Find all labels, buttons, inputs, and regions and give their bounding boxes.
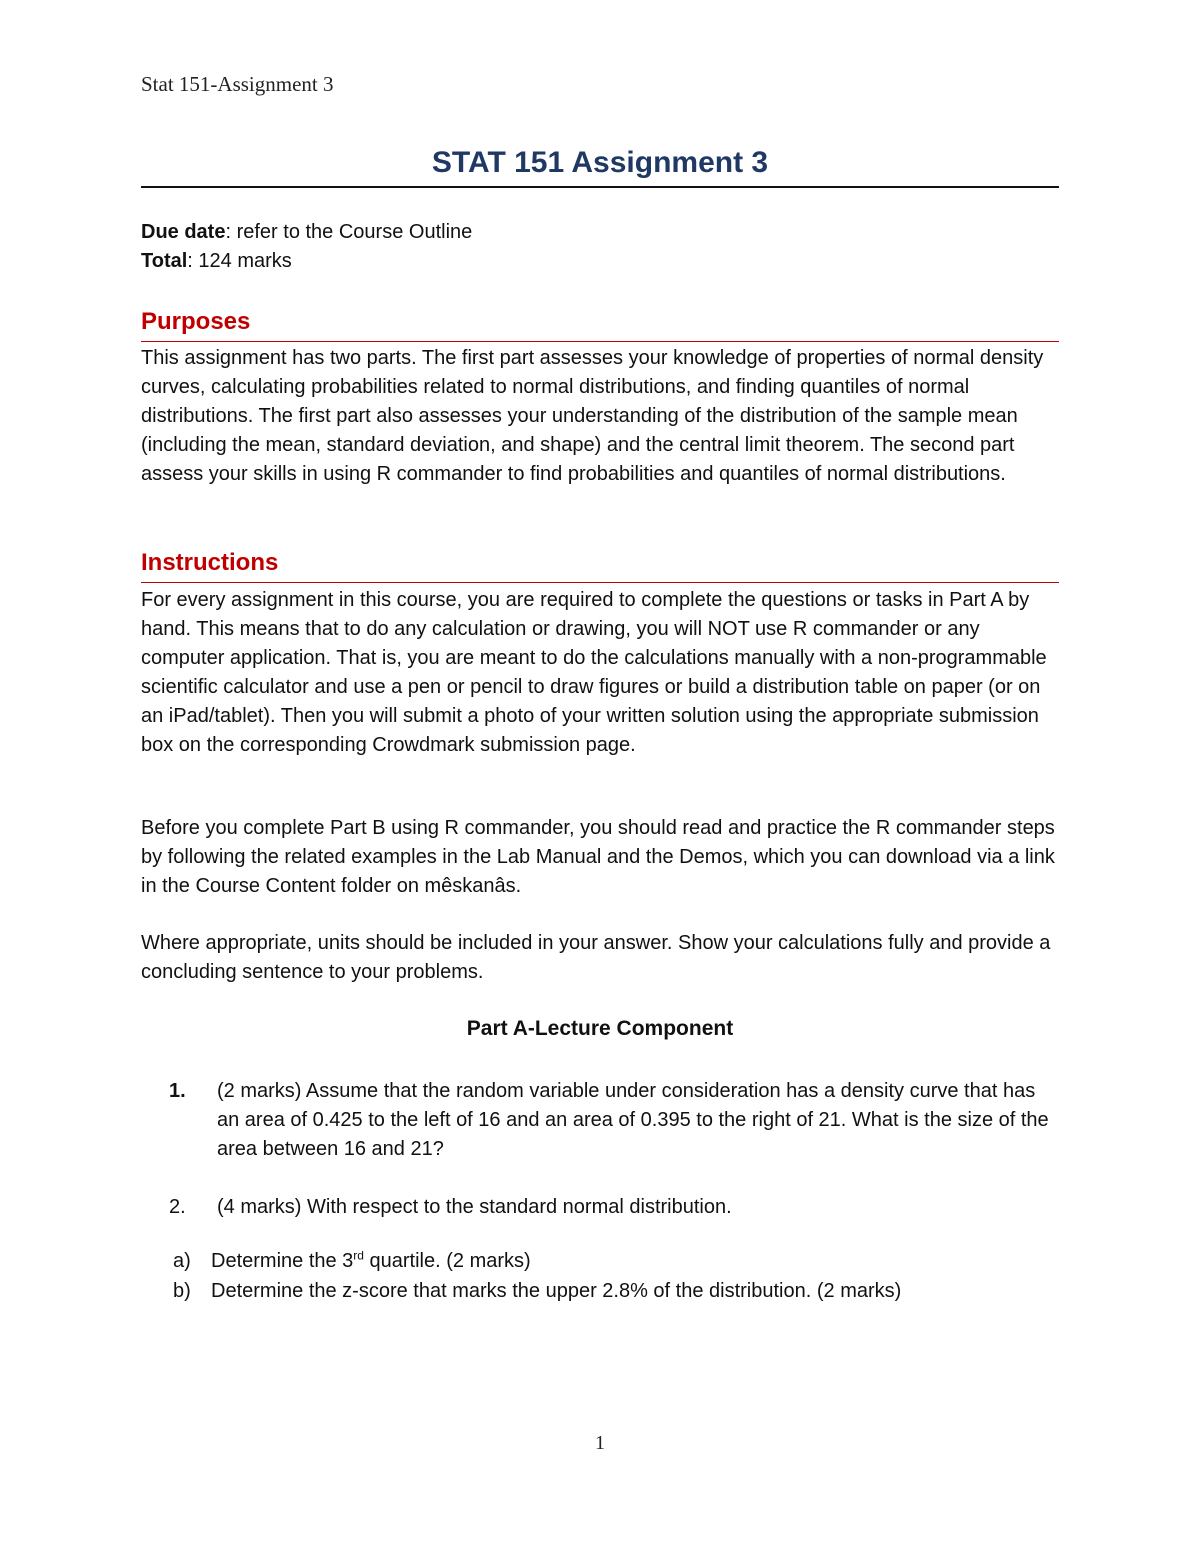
ordinal-superscript: rd	[353, 1248, 364, 1263]
question-text: (2 marks) Assume that the random variable under consideration has a density curve that has an area of 0.425 to the left of 16 and an area of 0.395 to the right of 21. What is the size of the area between 16 and 21?	[217, 1080, 1049, 1160]
subquestion-text: Determine the z-score that marks the upper 2.8% of the distribution. (2 marks)	[211, 1280, 902, 1302]
instructions-divider	[141, 582, 1059, 583]
total-label: Total	[141, 250, 188, 272]
total-line	[141, 247, 292, 276]
question-2	[141, 1193, 1059, 1222]
document-title: STAT 151 Assignment 3	[431, 146, 769, 179]
subquestion-text	[211, 1247, 1057, 1276]
purposes-heading: Purposes	[141, 308, 251, 335]
title-divider	[141, 186, 1059, 188]
due-date-line	[141, 218, 472, 247]
subquestion-a	[141, 1247, 1059, 1276]
question-number: 2.	[169, 1196, 186, 1218]
instructions-paragraph-1: For every assignment in this course, you are required to complete the questions or tasks in Part A by hand. This means that to do any calculation or drawing, you will NOT use R commander or any computer application. That is, you are meant to do the calculations manually with a non-programmable scientific calculator and use a pen or pencil to draw figures or build a distribution table on paper (or on an iPad/tablet). Then you will submit a photo of your written solution using the appropriate submission box on the corresponding Crowdmark submission page.	[141, 589, 1047, 756]
instructions-heading: Instructions	[141, 549, 279, 576]
due-date-value: : refer to the Course Outline	[225, 221, 473, 243]
question-text: (4 marks) With respect to the standard normal distribution.	[217, 1196, 732, 1218]
subquestion-label: b)	[173, 1280, 191, 1302]
subquestion-text-start: Determine the 3	[211, 1250, 354, 1272]
part-a-heading: Part A-Lecture Component	[466, 1017, 734, 1040]
question-1	[141, 1077, 1059, 1164]
purposes-divider	[141, 341, 1059, 342]
due-date-label: Due date	[141, 221, 226, 243]
page-number: 1	[595, 1432, 605, 1454]
running-header: Stat 151-Assignment 3	[141, 72, 334, 96]
subquestion-text-end: quartile. (2 marks)	[363, 1250, 531, 1272]
subquestion-b	[141, 1277, 1059, 1306]
subquestion-label: a)	[173, 1250, 191, 1272]
purposes-body: This assignment has two parts. The first part assesses your knowledge of properties of normal density curves, calculating probabilities related to normal distributions, and finding quantiles of normal distributions. The first part also assesses your understanding of the distribution of the sample mean (including the mean, standard deviation, and shape) and the central limit theorem. The second part assess your skills in using R commander to find probabilities and quantiles of normal distributions.	[141, 347, 1044, 485]
total-value: : 124 marks	[187, 250, 292, 272]
instructions-paragraph-2: Before you complete Part B using R commander, you should read and practice the R commander steps by following the related examples in the Lab Manual and the Demos, which you can download via a link in the Course Content folder on mêskanâs.	[141, 817, 1055, 897]
instructions-paragraph-3: Where appropriate, units should be included in your answer. Show your calculations fully and provide a concluding sentence to your problems.	[141, 932, 1051, 983]
question-number: 1.	[169, 1080, 186, 1102]
